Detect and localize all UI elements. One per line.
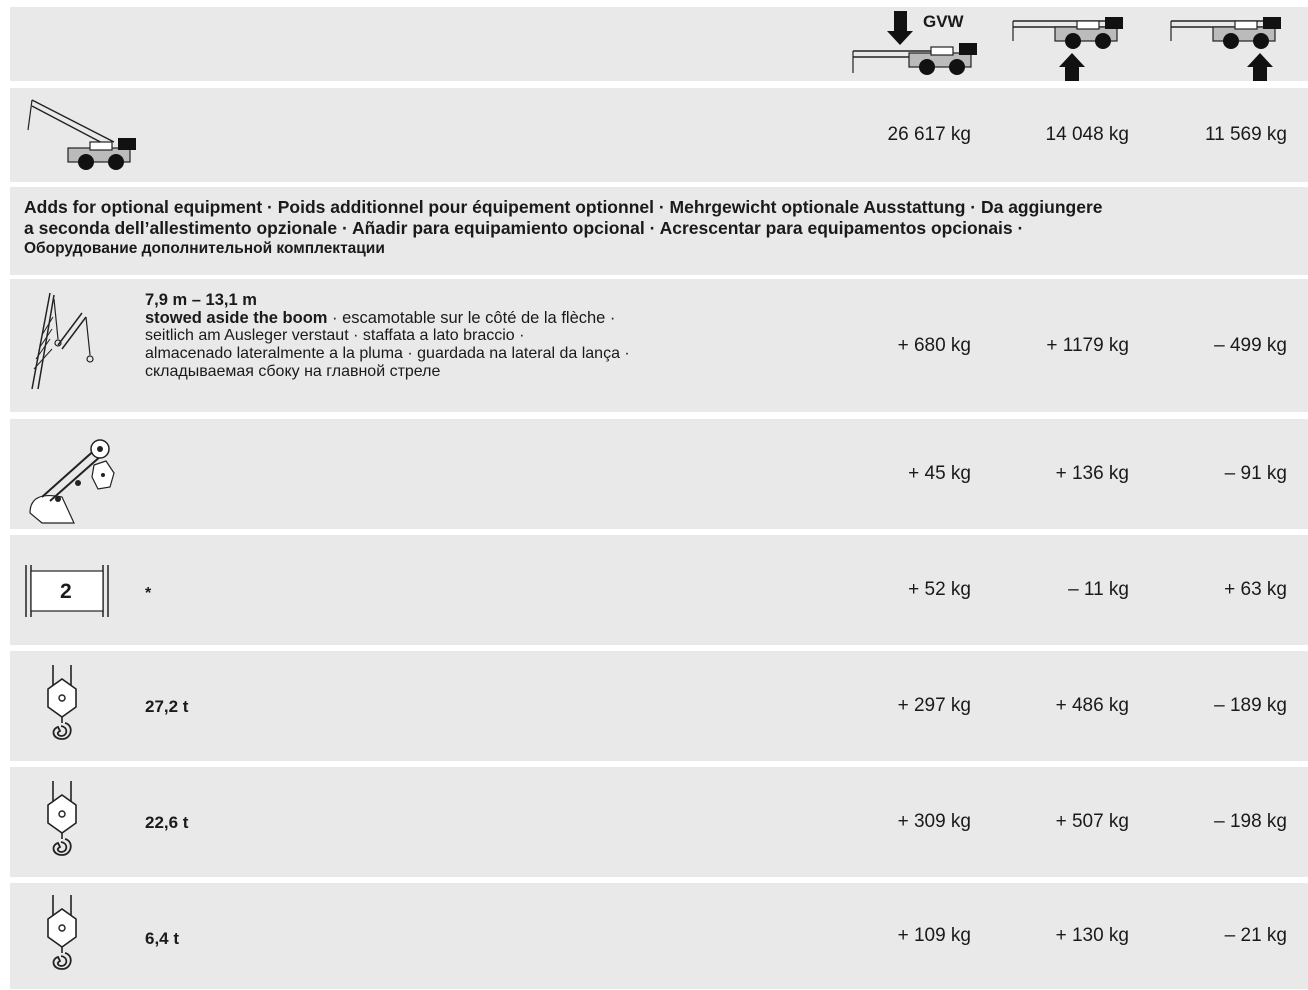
table-row	[10, 883, 1308, 989]
row-label: 22,6 t	[145, 813, 189, 832]
header-row	[10, 7, 1308, 81]
base-value-cell-2	[995, 88, 1150, 182]
row-value-cell-3	[1153, 535, 1308, 645]
header-front-axle-cell	[995, 7, 1150, 81]
base-value-1: 26 617 kg	[887, 124, 971, 145]
table-row	[10, 767, 1308, 877]
row-value-3: – 189 kg	[1214, 695, 1287, 716]
row-value-1: + 309 kg	[897, 811, 971, 832]
row-value-cell-3	[1153, 279, 1308, 412]
row-desc-cell	[10, 535, 832, 645]
crane-rear-axle-icon	[1157, 9, 1307, 81]
heading-line-2: a seconda dell’allestimento opzionale · Añadir para equipamiento opcional · Acrescentar para equipamentos opcionais ·	[24, 218, 1024, 238]
heading-line-1: Adds for optional equipment · Poids additionnel pour équipement optionnel · Mehrgewicht optionale Ausstattung · Da aggiungere	[24, 197, 1103, 217]
row-value-3: – 91 kg	[1224, 463, 1287, 484]
row-value-cell-2	[995, 651, 1150, 761]
header-rear-axle-cell	[1153, 7, 1308, 81]
row-subtitle-bold: stowed aside the boom	[145, 309, 328, 327]
row-desc-cell	[10, 883, 832, 989]
row-value-cell-1	[835, 651, 992, 761]
boom-extension-icon	[20, 289, 110, 399]
table-row	[10, 535, 1308, 645]
row-description	[145, 291, 630, 381]
row-value-1: + 680 kg	[897, 334, 971, 356]
table-row	[10, 419, 1308, 529]
row-title: 7,9 m – 13,1 m	[145, 291, 257, 309]
row-value-cell-1	[835, 767, 992, 877]
row-line-2: seitlich am Ausleger verstaut · staffata a lato braccio ·	[145, 327, 525, 344]
hook-block-icon	[44, 665, 84, 745]
row-value-cell-2	[995, 279, 1150, 412]
crane-boom-raised-icon	[18, 90, 158, 180]
row-value-2: + 136 kg	[1055, 463, 1129, 484]
base-value-cell-3	[1153, 88, 1308, 182]
row-value-1: + 45 kg	[908, 463, 971, 484]
hook-block-icon	[44, 895, 84, 975]
crane-front-axle-icon	[999, 9, 1149, 81]
row-value-cell-2	[995, 883, 1150, 989]
optional-equipment-heading	[10, 187, 1308, 275]
base-crane-desc-cell	[10, 88, 832, 182]
row-value-cell-1	[835, 279, 992, 412]
heading-line-3: Оборудование дополнительной комплектации	[24, 240, 385, 257]
row-value-cell-3	[1153, 883, 1308, 989]
row-value-cell-3	[1153, 419, 1308, 529]
row-value-2: + 507 kg	[1055, 811, 1129, 832]
row-line-4: складываемая сбоку на главной стреле	[145, 363, 441, 380]
header-blank-cell	[10, 7, 832, 81]
row-subtitle-rest: · escamotable sur le côté de la flèche ·	[327, 309, 616, 327]
row-desc-cell	[10, 651, 832, 761]
header-gvw-cell	[835, 7, 992, 81]
row-value-cell-1	[835, 419, 992, 529]
row-value-cell-1	[835, 883, 992, 989]
row-desc-cell	[10, 419, 832, 529]
row-value-cell-2	[995, 767, 1150, 877]
auxiliary-boom-head-icon	[22, 427, 122, 527]
row-label: *	[145, 585, 152, 602]
row-value-1: + 109 kg	[897, 925, 971, 946]
row-label: 27,2 t	[145, 697, 189, 716]
row-value-3: – 198 kg	[1214, 811, 1287, 832]
row-value-cell-3	[1153, 651, 1308, 761]
base-value-3: 11 569 kg	[1204, 124, 1287, 145]
row-subtitle	[145, 309, 630, 327]
row-value-2: + 1179 kg	[1046, 334, 1129, 356]
row-value-2: – 11 kg	[1068, 579, 1129, 600]
base-value-2: 14 048 kg	[1045, 124, 1129, 145]
row-line-3: almacenado lateralmente a la pluma · guardada na lateral da lança ·	[145, 345, 630, 362]
row-value-2: + 130 kg	[1055, 925, 1129, 946]
base-crane-row	[10, 88, 1308, 182]
row-value-cell-2	[995, 419, 1150, 529]
table-row	[10, 651, 1308, 761]
winch-number-badge: 2	[60, 580, 72, 603]
crane-gvw-icon	[839, 9, 989, 81]
table-row	[10, 279, 1308, 412]
row-value-cell-3	[1153, 767, 1308, 877]
row-desc-cell	[10, 767, 832, 877]
base-value-cell-1	[835, 88, 992, 182]
row-label: 6,4 t	[145, 929, 180, 948]
row-value-2: + 486 kg	[1055, 695, 1129, 716]
hook-block-icon	[44, 781, 84, 861]
row-value-1: + 52 kg	[908, 579, 971, 600]
row-desc-cell	[10, 279, 832, 412]
row-value-3: + 63 kg	[1224, 579, 1287, 600]
row-value-1: + 297 kg	[897, 695, 971, 716]
gvw-label: GVW	[923, 12, 964, 31]
row-value-cell-2	[995, 535, 1150, 645]
row-value-cell-1	[835, 535, 992, 645]
row-value-3: – 499 kg	[1214, 334, 1287, 356]
row-value-3: – 21 kg	[1224, 925, 1287, 946]
